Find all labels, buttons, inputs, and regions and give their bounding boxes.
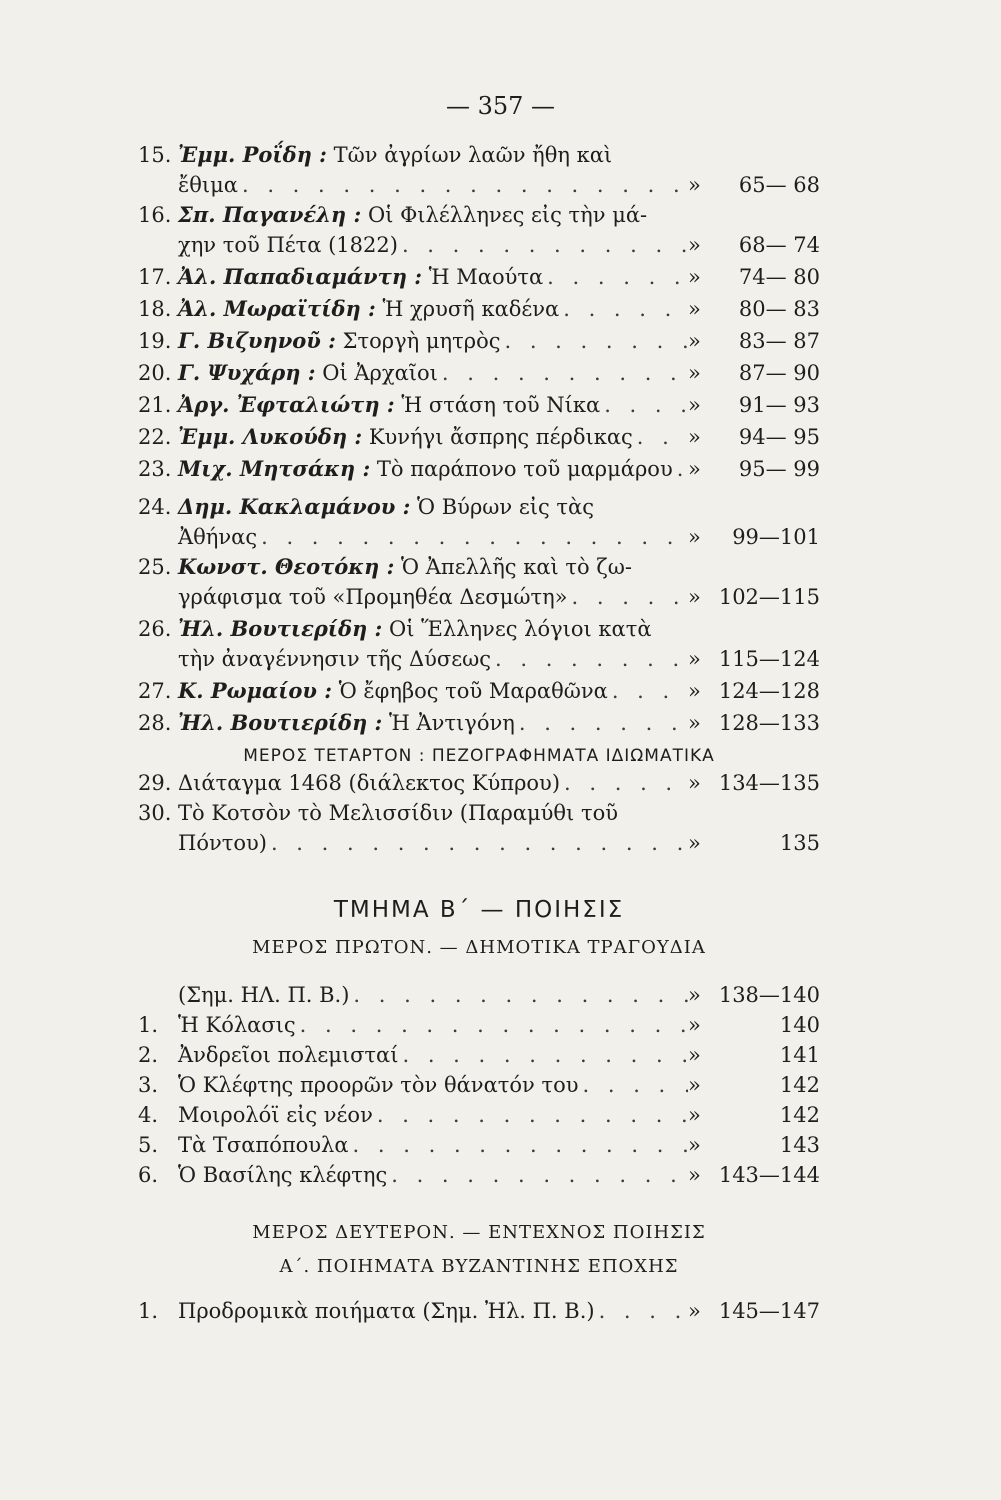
- entry-number: 3.: [138, 1073, 159, 1097]
- entry-line: [178, 200, 820, 230]
- toc-entry[interactable]: [138, 708, 820, 738]
- entry-title: Στοργὴ μητρὸς: [342, 329, 501, 353]
- entry-pages: 145—147: [718, 1299, 820, 1323]
- entry-line: [178, 492, 820, 522]
- toc-entry[interactable]: [138, 552, 820, 612]
- entry-number: 21.: [138, 393, 172, 417]
- dot-leader: [261, 522, 688, 552]
- entry-title: Οἱ Φιλέλληνες εἰς τὴν μά-: [367, 203, 648, 227]
- entry-number: 2.: [138, 1043, 159, 1067]
- dot-leader: [271, 828, 688, 858]
- entry-body: [178, 1070, 820, 1100]
- ditto-mark: »: [688, 679, 701, 703]
- entry-title-cont: Ἀθήνας: [178, 525, 258, 549]
- entry-line: [178, 140, 820, 170]
- toc-entry[interactable]: [138, 262, 820, 292]
- entry-body: [178, 1010, 820, 1040]
- entry-pages: 87— 90: [738, 361, 820, 385]
- entry-number: 28.: [138, 711, 172, 735]
- dot-leader: [637, 422, 688, 452]
- entry-body: [178, 1296, 820, 1326]
- ditto-mark: »: [688, 265, 701, 289]
- entry-title: Ὁ ἔφηβος τοῦ Μαραθῶνα: [338, 679, 608, 703]
- dot-leader: [572, 582, 688, 612]
- entry-line: [178, 798, 820, 828]
- entry-title: Ἡ Κόλασις: [178, 1013, 296, 1037]
- dot-leader: [564, 768, 688, 798]
- entry-pages: 68— 74: [738, 233, 820, 257]
- entry-pages: 124—128: [718, 679, 820, 703]
- entry-line: [178, 358, 820, 388]
- entry-line: [178, 170, 820, 200]
- toc-entry[interactable]: [138, 1296, 820, 1326]
- entry-text: [178, 980, 349, 1010]
- entry-title: Ἡ χρυσῆ καδένα: [382, 297, 560, 321]
- entry-title: Τὸ παράπονο τοῦ μαρμάρου: [376, 457, 673, 481]
- entry-line: [178, 1296, 820, 1326]
- entry-number: 6.: [138, 1163, 159, 1187]
- dot-leader: [495, 644, 688, 674]
- entry-title: Οἱ Ἕλληνες λόγιοι κατὰ: [389, 617, 652, 641]
- ditto-mark: »: [688, 297, 701, 321]
- entry-author: Γ. Ψυχάρη :: [178, 360, 316, 385]
- entry-pages: 128—133: [718, 711, 820, 735]
- dot-leader: [353, 980, 688, 1010]
- dot-leader: [242, 170, 688, 200]
- entry-number: 4.: [138, 1103, 159, 1127]
- ditto-mark: »: [688, 1043, 701, 1067]
- dot-leader: [599, 1296, 688, 1326]
- entry-body: [178, 326, 820, 356]
- entry-number: 1.: [138, 1299, 159, 1323]
- entry-body: [178, 200, 820, 260]
- dot-leader: [604, 390, 688, 420]
- entry-number: 30.: [138, 801, 172, 825]
- entry-author: Ἠλ. Βουτιερίδη :: [178, 710, 383, 735]
- entry-text: [178, 1040, 398, 1070]
- entry-text: [178, 768, 560, 798]
- entry-title: Διάταγμα 1468 (διάλεκτος Κύπρου): [178, 771, 561, 795]
- entry-text: [178, 1010, 296, 1040]
- entry-line: [178, 644, 820, 674]
- entry-line: [178, 454, 820, 484]
- entry-title: Ὁ Ἀπελλῆς καὶ τὸ ζω-: [401, 555, 632, 579]
- entry-pages: 141: [779, 1043, 820, 1067]
- toc-entry[interactable]: [138, 492, 820, 552]
- entry-line: [178, 676, 820, 706]
- entry-title: Ἡ Ἀντιγόνη: [389, 711, 515, 735]
- entry-pages: 143—144: [718, 1163, 820, 1187]
- entry-body: [178, 390, 820, 420]
- ditto-mark: »: [688, 647, 701, 671]
- entry-text: [178, 1070, 579, 1100]
- entry-title: Κυνήγι ἄσπρης πέρδικας: [368, 425, 633, 449]
- heading-part-one: ΜΕΡΟΣ ΠΡΩΤΟΝ. — ΔΗΜΟΤΙΚΑ ΤΡΑΓΟΥΔΙΑ: [252, 937, 706, 958]
- entry-title-cont: χην τοῦ Πέτα (1822): [178, 233, 398, 257]
- ditto-mark: »: [688, 457, 701, 481]
- ditto-mark: »: [688, 233, 701, 257]
- entry-number: 5.: [138, 1133, 159, 1157]
- entry-pages: 99—101: [732, 525, 820, 549]
- ditto-mark: »: [688, 585, 701, 609]
- entry-body: [178, 708, 820, 738]
- toc-entry[interactable]: [138, 422, 820, 452]
- entry-body: [178, 422, 820, 452]
- entry-title: (Σημ. ΗΛ. Π. Β.): [178, 983, 350, 1007]
- entry-body: [178, 768, 820, 798]
- entry-text: [178, 676, 608, 706]
- entry-title: Ἡ Μαούτα: [428, 265, 544, 289]
- dot-leader: [563, 294, 688, 324]
- heading-part-four: ΜΕΡΟΣ ΤΕΤΑΡΤΟΝ : ΠΕΖΟΓΡΑΦΗΜΑΤΑ ΙΔΙΩΜΑΤΙΚΑ: [243, 746, 715, 766]
- dot-leader: [377, 1100, 688, 1130]
- entry-title: Ἀνδρεῖοι πολεμισταί: [178, 1043, 399, 1067]
- entry-number: 29.: [138, 771, 172, 795]
- entry-author: Σπ. Παγανέλη :: [178, 202, 362, 227]
- toc-entry[interactable]: [138, 614, 820, 674]
- entry-line: [178, 522, 820, 552]
- entry-body: [178, 1100, 820, 1130]
- entry-number: 1.: [138, 1013, 159, 1037]
- entry-line: [178, 1010, 820, 1040]
- entry-pages: 80— 83: [738, 297, 820, 321]
- entry-body: [178, 454, 820, 484]
- entry-text: [178, 294, 559, 324]
- entry-line: [178, 262, 820, 292]
- ditto-mark: »: [688, 1103, 701, 1127]
- entry-pages: 143: [779, 1133, 820, 1157]
- entry-title: Τὸ Κοτσὸν τὸ Μελισσίδιν (Παραμύθι τοῦ: [178, 801, 618, 825]
- entry-text: [178, 326, 500, 356]
- toc-entry[interactable]: [138, 294, 820, 324]
- toc-entry[interactable]: [138, 676, 820, 706]
- entry-line: [178, 1100, 820, 1130]
- entry-pages: 142: [779, 1103, 820, 1127]
- entry-pages: 102—115: [718, 585, 820, 609]
- toc-entry[interactable]: [138, 358, 820, 388]
- entry-body: [178, 676, 820, 706]
- entry-author: Ἠλ. Βουτιερίδη :: [178, 616, 383, 641]
- entry-body: [178, 140, 820, 200]
- entry-body: [178, 1160, 820, 1190]
- entry-number: 23.: [138, 457, 172, 481]
- toc-entry[interactable]: [138, 1160, 820, 1190]
- entry-pages: 94— 95: [738, 425, 820, 449]
- entry-number: 20.: [138, 361, 172, 385]
- entry-text: [178, 1130, 349, 1160]
- entry-text: [178, 358, 438, 388]
- entry-body: [178, 294, 820, 324]
- entry-pages: 95— 99: [738, 457, 820, 481]
- entry-text: [178, 422, 633, 452]
- ditto-mark: »: [688, 1073, 701, 1097]
- entry-line: [178, 552, 820, 582]
- entry-title: Τῶν ἀγρίων λαῶν ἤθη καὶ: [333, 143, 613, 167]
- entry-line: [178, 230, 820, 260]
- entry-author: Ἀργ. Ἐφταλιώτη :: [178, 392, 395, 417]
- entry-number: 22.: [138, 425, 172, 449]
- dot-leader: [504, 326, 688, 356]
- entry-text: [178, 1296, 595, 1326]
- entry-title: Ὁ Βύρων εἰς τὰς: [417, 495, 594, 519]
- dot-leader: [583, 1070, 689, 1100]
- entry-title-cont: Πόντου): [178, 831, 267, 855]
- toc-entry[interactable]: [138, 1070, 820, 1100]
- entry-author: Κ. Ρωμαίου :: [178, 678, 332, 703]
- entry-number: 19.: [138, 329, 172, 353]
- entry-pages: 91— 93: [738, 393, 820, 417]
- entry-line: [178, 708, 820, 738]
- toc-entry[interactable]: [138, 326, 820, 356]
- toc-entry[interactable]: [138, 1100, 820, 1130]
- dot-leader: [677, 454, 688, 484]
- entry-body: [178, 798, 820, 858]
- entry-pages: 115—124: [718, 647, 820, 671]
- entry-title: Ὁ Κλέφτης προορῶν τὸν θάνατόν του: [178, 1073, 579, 1097]
- ditto-mark: »: [688, 525, 701, 549]
- entry-text: [178, 1100, 373, 1130]
- entry-author: Γ. Βιζυηνοῦ :: [178, 328, 336, 353]
- entry-title: Μοιρολόϊ εἰς νέον: [178, 1103, 373, 1127]
- entry-title: Οἱ Ἀρχαῖοι: [322, 361, 438, 385]
- heading-byzantine: Α΄. ΠΟΙΗΜΑΤΑ ΒΥΖΑΝΤΙΝΗΣ ΕΠΟΧΗΣ: [279, 1256, 679, 1277]
- ditto-mark: »: [688, 1013, 701, 1037]
- entry-author: Ἀλ. Παπαδιαμάντη :: [178, 264, 423, 289]
- entry-title: Προδρομικὰ ποιήματα (Σημ. Ἠλ. Π. Β.): [178, 1299, 595, 1323]
- entry-text: [178, 1160, 387, 1190]
- entry-line: [178, 582, 820, 612]
- toc-entry[interactable]: [138, 798, 820, 858]
- dot-leader: [402, 1040, 688, 1070]
- entry-line: [178, 294, 820, 324]
- entry-pages: 135: [779, 831, 820, 855]
- entry-author: Μιχ. Μητσάκη :: [178, 456, 371, 481]
- entry-body: [178, 980, 820, 1010]
- entry-pages: 134—135: [718, 771, 820, 795]
- entry-author: Ἐμμ. Λυκούδη :: [178, 424, 363, 449]
- page-number: — 357 —: [445, 92, 556, 120]
- entry-text: [178, 262, 543, 292]
- entry-text: [178, 454, 673, 484]
- ditto-mark: »: [688, 711, 701, 735]
- ditto-mark: »: [688, 329, 701, 353]
- entry-title-cont: τὴν ἀναγέννησιν τῆς Δύσεως: [178, 647, 491, 671]
- entry-line: [178, 1160, 820, 1190]
- toc-entry[interactable]: [138, 768, 820, 798]
- dot-leader: [442, 358, 688, 388]
- toc-entry[interactable]: [138, 980, 820, 1010]
- ditto-mark: »: [688, 425, 701, 449]
- entry-author: Δημ. Κακλαμάνου :: [178, 494, 411, 519]
- entry-body: [178, 492, 820, 552]
- heading-part-two: ΜΕΡΟΣ ΔΕΥΤΕΡΟΝ. — ΕΝΤΕΧΝΟΣ ΠΟΙΗΣΙΣ: [252, 1222, 706, 1243]
- entry-title-cont: γράφισμα τοῦ «Προμηθέα Δεσμώτη»: [178, 585, 568, 609]
- ditto-mark: »: [688, 173, 701, 197]
- dot-leader: [300, 1010, 688, 1040]
- entry-title: Τὰ Τσαπόπουλα: [178, 1133, 349, 1157]
- toc-entry[interactable]: [138, 1040, 820, 1070]
- entry-pages: 142: [779, 1073, 820, 1097]
- entry-title: Ὁ Βασίλης κλέφτης: [178, 1163, 388, 1187]
- entry-pages: 140: [779, 1013, 820, 1037]
- entry-line: [178, 1070, 820, 1100]
- entry-line: [178, 390, 820, 420]
- entry-line: [178, 1130, 820, 1160]
- entry-line: [178, 828, 820, 858]
- toc-entry[interactable]: [138, 140, 820, 200]
- entry-body: [178, 358, 820, 388]
- entry-line: [178, 326, 820, 356]
- dot-leader: [519, 708, 688, 738]
- ditto-mark: »: [688, 1133, 701, 1157]
- toc-entry[interactable]: [138, 1130, 820, 1160]
- toc-entry[interactable]: [138, 454, 820, 484]
- toc-entry[interactable]: [138, 390, 820, 420]
- dot-leader: [612, 676, 688, 706]
- ditto-mark: »: [688, 831, 701, 855]
- ditto-mark: »: [688, 771, 701, 795]
- entry-number: 24.: [138, 495, 172, 519]
- entry-number: 17.: [138, 265, 172, 289]
- entry-body: [178, 614, 820, 674]
- entry-line: [178, 980, 820, 1010]
- ditto-mark: »: [688, 1299, 701, 1323]
- ditto-mark: »: [688, 361, 701, 385]
- entry-text: [178, 390, 600, 420]
- entry-pages: 65— 68: [738, 173, 820, 197]
- entry-body: [178, 552, 820, 612]
- entry-pages: 83— 87: [738, 329, 820, 353]
- entry-number: 27.: [138, 679, 172, 703]
- entry-author: Ἀλ. Μωραϊτίδη :: [178, 296, 376, 321]
- toc-entry[interactable]: [138, 1010, 820, 1040]
- entry-number: 15.: [138, 143, 172, 167]
- entry-author: Κωνστ. Θεοτόκη :: [178, 554, 395, 579]
- dot-leader: [402, 230, 688, 260]
- entry-pages: 74— 80: [738, 265, 820, 289]
- entry-author: Ἐμμ. Ροΐδη :: [178, 142, 327, 167]
- entry-title-cont: ἔθιμα: [178, 173, 238, 197]
- ditto-mark: »: [688, 983, 701, 1007]
- entry-line: [178, 614, 820, 644]
- entry-pages: 138—140: [718, 983, 820, 1007]
- entry-body: [178, 1130, 820, 1160]
- ditto-mark: »: [688, 1163, 701, 1187]
- entry-number: 25.: [138, 555, 172, 579]
- entry-number: 26.: [138, 617, 172, 641]
- entry-line: [178, 768, 820, 798]
- entry-body: [178, 1040, 820, 1070]
- dot-leader: [547, 262, 688, 292]
- entry-line: [178, 1040, 820, 1070]
- entry-number: 18.: [138, 297, 172, 321]
- ditto-mark: »: [688, 393, 701, 417]
- dot-leader: [353, 1130, 688, 1160]
- dot-leader: [391, 1160, 688, 1190]
- section-b-title: ΤΜΗΜΑ Β΄ — ΠΟΙΗΣΙΣ: [333, 897, 625, 923]
- entry-text: [178, 708, 515, 738]
- entry-body: [178, 262, 820, 292]
- entry-title: Ἡ στάση τοῦ Νίκα: [401, 393, 601, 417]
- entry-line: [178, 422, 820, 452]
- entry-number: 16.: [138, 203, 172, 227]
- toc-entry[interactable]: [138, 200, 820, 260]
